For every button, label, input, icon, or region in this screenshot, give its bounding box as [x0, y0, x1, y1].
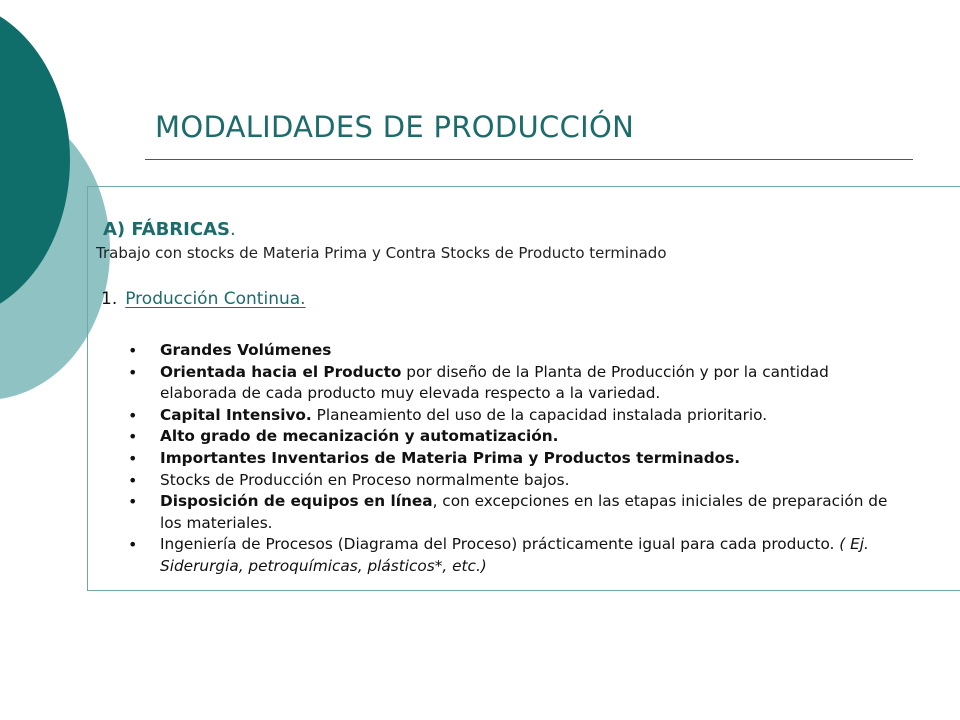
subsection-title-link[interactable]: Producción Continua.: [125, 289, 306, 309]
bullet-text: Ingeniería de Procesos (Diagrama del Proceso) prácticamente igual para cada producto.: [160, 535, 840, 554]
bullet-text: Stocks de Producción en Proceso normalmente bajos.: [160, 470, 570, 489]
bullet-bold-text: Capital Intensivo.: [160, 405, 312, 424]
bullet-text: , con excepciones en las etapas iniciales de preparación de los materiales.: [160, 492, 888, 532]
bullet-item: [128, 470, 908, 492]
bullet-bold-text: Orientada hacia el Producto: [160, 362, 402, 381]
bullet-item: [128, 534, 908, 577]
bullet-item: [128, 340, 908, 362]
section-heading-text: A) FÁBRICAS: [103, 219, 230, 240]
bullet-italic-text: ( Ej. Siderurgia, petroquímicas, plásticos*, etc.): [160, 535, 869, 575]
section-heading: [103, 219, 236, 240]
title-divider: [145, 159, 913, 160]
bullet-bold-text: Alto grado de mecanización y automatización.: [160, 427, 559, 446]
bullet-item: [128, 491, 908, 534]
bullet-list: [128, 340, 908, 578]
bullet-item: [128, 405, 908, 427]
bullet-item: [128, 426, 908, 448]
bullet-item: [128, 362, 908, 405]
slide-title: MODALIDADES DE PRODUCCIÓN: [155, 110, 635, 144]
bullet-bold-text: Disposición de equipos en línea: [160, 492, 433, 511]
bullet-item: [128, 448, 908, 470]
bullet-text: por diseño de la Planta de Producción y por la cantidad elaborada de cada producto muy elevada respecto a la variedad.: [160, 362, 829, 403]
bullet-bold-text: Importantes Inventarios de Materia Prima y Productos terminados.: [160, 448, 741, 467]
bullet-text: Planeamiento del uso de la capacidad instalada prioritario.: [311, 405, 768, 424]
section-description: Trabajo con stocks de Materia Prima y Contra Stocks de Producto terminado: [96, 244, 667, 262]
section-heading-punct: .: [229, 219, 236, 240]
subsection-heading: [101, 289, 306, 309]
subsection-number: 1.: [101, 289, 118, 309]
bullet-bold-text: Grandes Volúmenes: [160, 341, 332, 359]
